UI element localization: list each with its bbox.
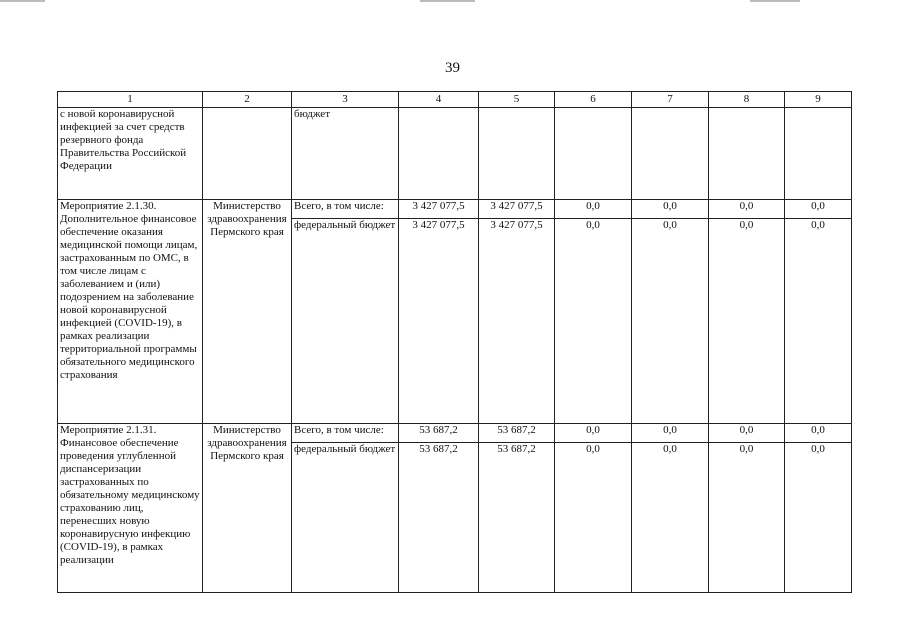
funding-source: федеральный бюджет <box>292 219 399 424</box>
value-cell: 53 687,2 <box>479 424 555 443</box>
value-cell: 0,0 <box>785 424 852 443</box>
funding-source: Всего, в том числе: <box>292 200 399 219</box>
table-row <box>58 424 852 443</box>
value-cell: 3 427 077,5 <box>399 200 479 219</box>
value-cell: 53 687,2 <box>479 443 555 593</box>
value-cell: 0,0 <box>709 219 785 424</box>
col-header: 3 <box>292 92 399 108</box>
financing-table <box>57 91 852 593</box>
value-cell <box>479 108 555 200</box>
value-cell: 0,0 <box>632 443 709 593</box>
funding-source: федеральный бюджет <box>292 443 399 593</box>
value-cell: 0,0 <box>709 424 785 443</box>
value-cell: 0,0 <box>709 200 785 219</box>
scan-edge-mark <box>750 0 800 2</box>
value-cell: 0,0 <box>555 424 632 443</box>
col-header: 2 <box>203 92 292 108</box>
col-header: 4 <box>399 92 479 108</box>
value-cell: 0,0 <box>555 200 632 219</box>
col-header: 1 <box>58 92 203 108</box>
funding-source: Всего, в том числе: <box>292 424 399 443</box>
value-cell: 0,0 <box>785 443 852 593</box>
value-cell: 0,0 <box>785 219 852 424</box>
value-cell: 0,0 <box>709 443 785 593</box>
scan-edge-mark <box>0 0 45 2</box>
value-cell: 3 427 077,5 <box>399 219 479 424</box>
col-header: 7 <box>632 92 709 108</box>
executor-cell: Министерство здравоохранения Пермского края <box>203 200 292 424</box>
value-cell <box>555 108 632 200</box>
value-cell: 53 687,2 <box>399 424 479 443</box>
scan-edge-mark <box>420 0 475 2</box>
value-cell: 0,0 <box>632 219 709 424</box>
value-cell: 53 687,2 <box>399 443 479 593</box>
col-header: 6 <box>555 92 632 108</box>
value-cell: 0,0 <box>555 443 632 593</box>
value-cell: 3 427 077,5 <box>479 200 555 219</box>
col-header: 9 <box>785 92 852 108</box>
measure-description: Мероприятие 2.1.30. Дополнительное финансовое обеспечение оказания медицинской помощи лицам, застрахованным по ОМС, в том числе лицам с заболеванием и (или) подозрением на заболевание новой коронавирусной инфекцией (COVID-19), в рамках реализации территориальной программы обязательного медицинского страхования <box>58 200 203 424</box>
measure-description: Мероприятие 2.1.31. Финансовое обеспечение проведения углубленной диспансеризации застрахованных по обязательному медицинскому страхованию лиц, перенесших новую коронавирусную инфекцию (COVID-19), в рамках реализации <box>58 424 203 593</box>
value-cell: 0,0 <box>632 200 709 219</box>
col-header: 5 <box>479 92 555 108</box>
value-cell <box>632 108 709 200</box>
col-header: 8 <box>709 92 785 108</box>
value-cell: 0,0 <box>785 200 852 219</box>
table-row <box>58 200 852 219</box>
executor-cell <box>203 108 292 200</box>
value-cell: 0,0 <box>555 219 632 424</box>
funding-source: бюджет <box>292 108 399 200</box>
header-row <box>58 92 852 108</box>
value-cell: 0,0 <box>632 424 709 443</box>
table-row <box>58 108 852 200</box>
value-cell <box>399 108 479 200</box>
measure-description: с новой коронавирусной инфекцией за счет средств резервного фонда Правительства Российской Федерации <box>58 108 203 200</box>
value-cell: 3 427 077,5 <box>479 219 555 424</box>
executor-cell: Министерство здравоохранения Пермского края <box>203 424 292 593</box>
value-cell <box>785 108 852 200</box>
page-number: 39 <box>445 60 460 76</box>
value-cell <box>709 108 785 200</box>
